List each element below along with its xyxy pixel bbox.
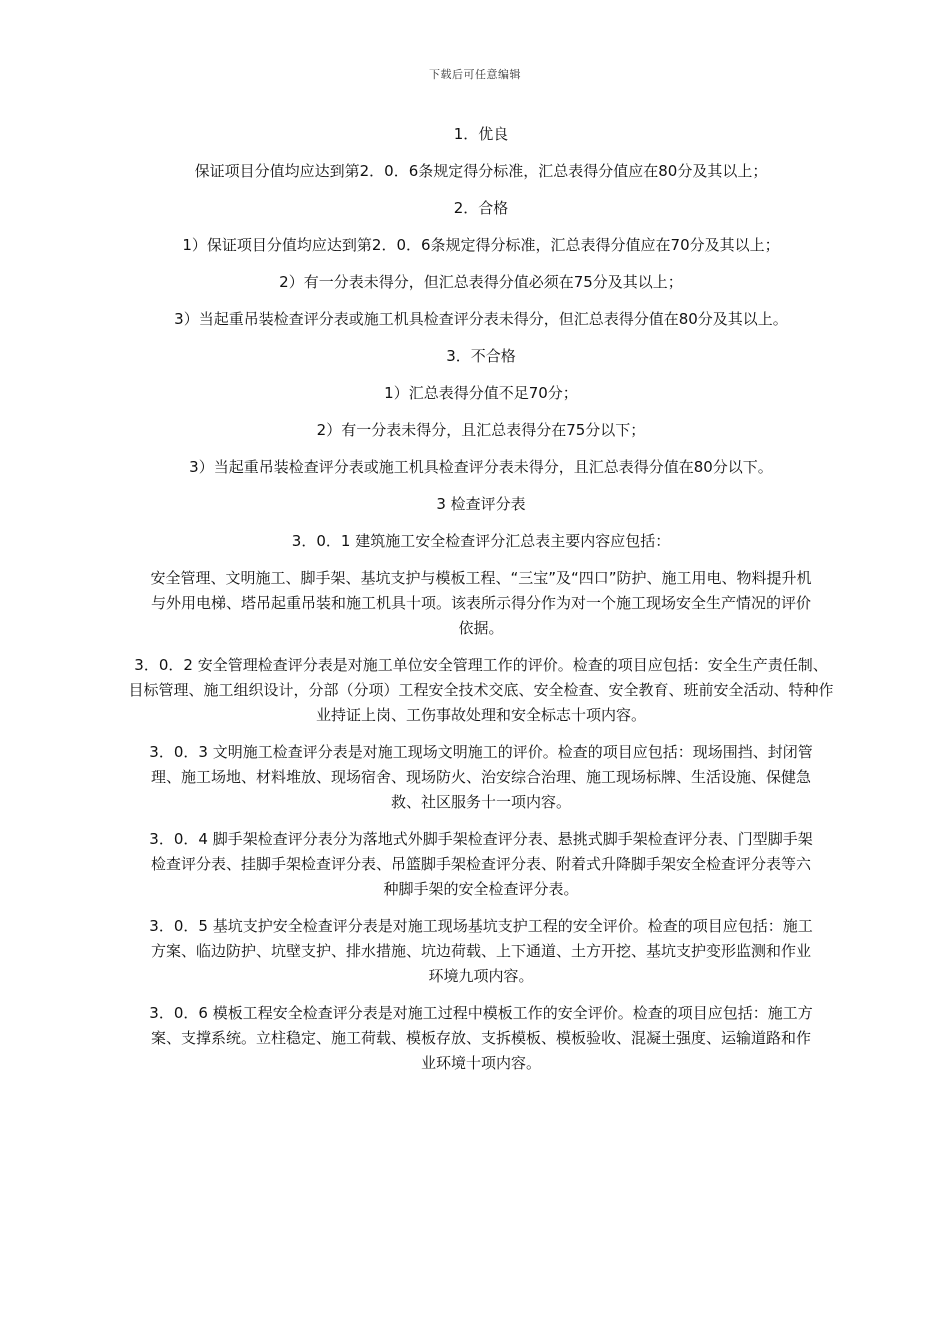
heading-pass: 2．合格	[453, 199, 509, 217]
paragraph-fail-item-2: 2）有一分表未得分，且汇总表得分在75分以下；	[316, 421, 646, 439]
page-header: 下载后可任意编辑	[429, 68, 521, 81]
paragraph-fail-item-3: 3）当起重吊装检查评分表或施工机具检查评分表未得分，且汇总表得分值在80分以下。	[189, 458, 773, 476]
clause-3-0-3: 3．0．3 文明施工检查评分表是对施工现场文明施工的评价。检查的项目应包括：现场围挡、封闭管理、施工场地、材料堆放、现场宿舍、现场防火、治安综合治理、施工现场标牌、生活设施、保健急救、社区服务十一项内容。	[149, 743, 813, 811]
paragraph-pass-item-1: 1）保证项目分值均应达到第2．0．6条规定得分标准，汇总表得分值应在70分及其以上；	[182, 236, 780, 254]
paragraph-fail-item-1: 1）汇总表得分值不足70分；	[384, 384, 578, 402]
clause-3-0-1: 3．0．1 建筑施工安全检查评分汇总表主要内容应包括：	[291, 532, 671, 550]
clause-3-0-6: 3．0．6 模板工程安全检查评分表是对施工过程中模板工作的安全评价。检查的项目应包括：施工方案、支撑系统。立柱稳定、施工荷载、模板存放、支拆模板、模板验收、混凝土强度、运输道路和作业环境十项内容。	[149, 1004, 813, 1072]
clause-3-0-2: 3．0．2 安全管理检查评分表是对施工单位安全管理工作的评价。检查的项目应包括：安全生产责任制、目标管理、施工组织设计，分部（分项）工程安全技术交底、安全检查、安全教育、班前安全活动、特种作业持证上岗、工伤事故处理和安全标志十项内容。	[128, 656, 834, 724]
clause-3-0-5: 3．0．5 基坑支护安全检查评分表是对施工现场基坑支护工程的安全评价。检查的项目应包括：施工方案、临边防护、坑壁支护、排水措施、坑边荷载、上下通道、土方开挖、基坑支护变形监测和作业环境九项内容。	[149, 917, 813, 985]
document-body	[128, 122, 834, 1088]
paragraph-pass-item-3: 3）当起重吊装检查评分表或施工机具检查评分表未得分，但汇总表得分值在80分及其以上。	[174, 310, 788, 328]
heading-fail: 3．不合格	[446, 347, 516, 365]
clause-3-0-4: 3．0．4 脚手架检查评分表分为落地式外脚手架检查评分表、悬挑式脚手架检查评分表、门型脚手架检查评分表、挂脚手架检查评分表、吊篮脚手架检查评分表、附着式升降脚手架安全检查评分表等六种脚手架的安全检查评分表。	[149, 830, 813, 898]
paragraph-excellent-criteria: 保证项目分值均应达到第2．0．6条规定得分标准，汇总表得分值应在80分及其以上；	[194, 162, 768, 180]
heading-excellent: 1．优良	[453, 125, 509, 143]
paragraph-pass-item-2: 2）有一分表未得分，但汇总表得分值必须在75分及其以上；	[279, 273, 683, 291]
section-heading-inspection-tables: 3 检查评分表	[436, 495, 526, 513]
paragraph-summary-contents: 安全管理、文明施工、脚手架、基坑支护与模板工程、“三宝”及“四口”防护、施工用电、物料提升机与外用电梯、塔吊起重吊装和施工机具十项。该表所示得分作为对一个施工现场安全生产情况的评价依据。	[150, 569, 812, 637]
